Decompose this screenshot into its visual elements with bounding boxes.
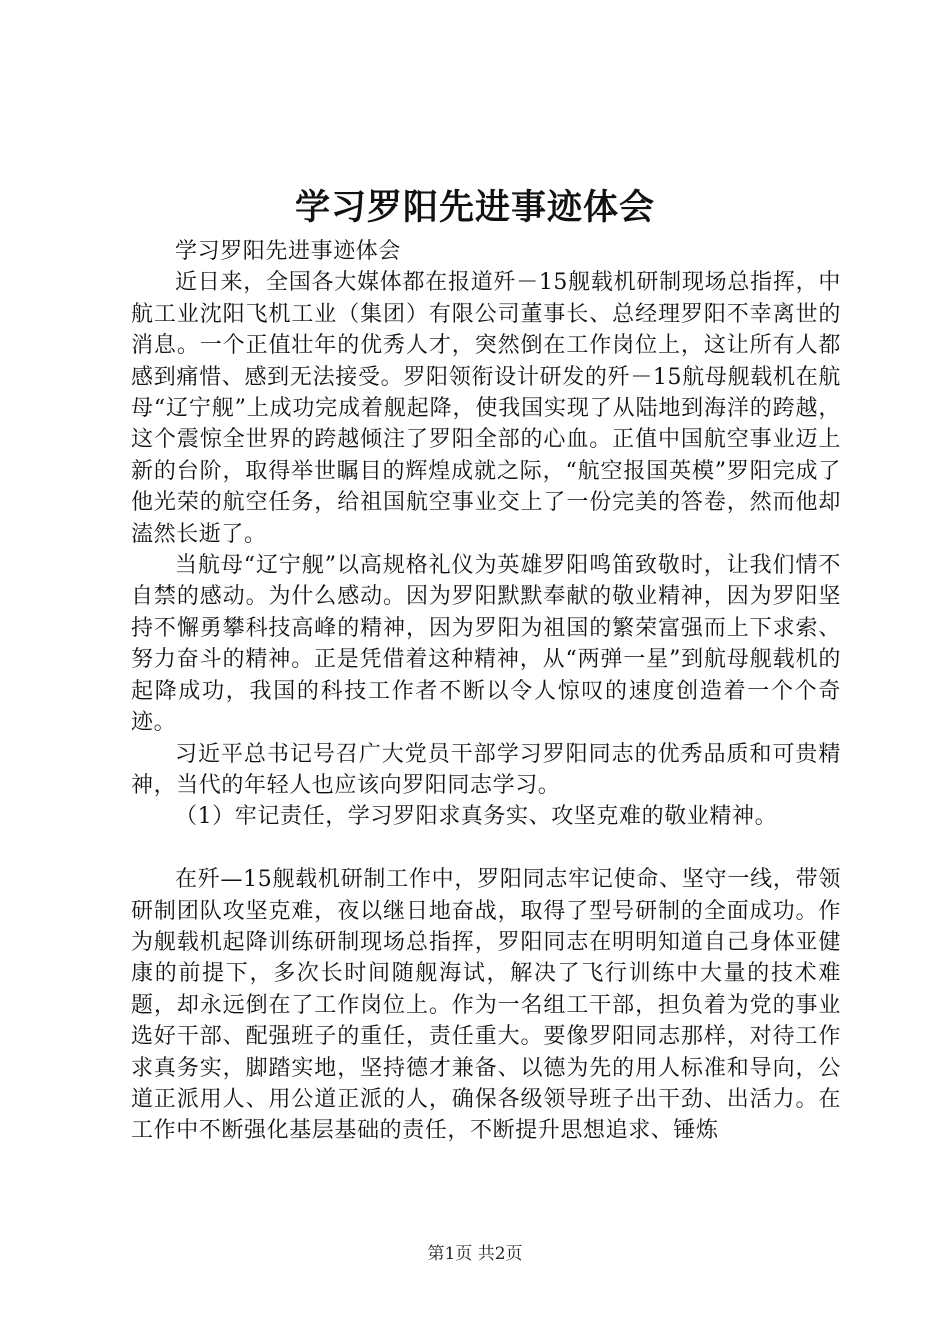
document-title: 学习罗阳先进事迹体会 <box>294 187 655 228</box>
page-number-footer: 第1页 共2页 <box>427 1244 523 1264</box>
document-body <box>131 236 841 1147</box>
paragraph-liaoning: 当航母“辽宁舰”以高规格礼仪为英雄罗阳鸣笛致敬时，让我们情不自禁的感动。为什么感动。因为罗阳默默奉献的敬业精神，因为罗阳坚持不懈勇攀科技高峰的精神，因为罗阳为祖国的繁荣富强而上下求索、努力奋斗的精神。正是凭借着这种精神，从“两弹一星”到航母舰载机的起降成功，我国的科技工作者不断以令人惊叹的速度创造着一个个奇迹。 <box>131 553 841 736</box>
paragraph-j15-work: 在歼—15舰载机研制工作中，罗阳同志牢记使命、坚守一线，带领研制团队攻坚克难，夜以继日地奋战，取得了型号研制的全面成功。作为舰载机起降训练研制现场总指挥，罗阳同志在明明知道自己身体亚健康的前提下，多次长时间随舰海试，解决了飞行训练中大量的技术难题，却永远倒在了工作岗位上。作为一名组工干部，担负着为党的事业选好干部、配强班子的重任，责任重大。要像罗阳同志那样，对待工作求真务实，脚踏实地，坚持德才兼备、以德为先的用人标准和导向，公道正派用人、用公道正派的人，确保各级领导班子出干劲、出活力。在工作中不断强化基层基础的责任，不断提升思想追求、锤炼 <box>131 867 841 1144</box>
paragraph-point-1: （1）牢记责任，学习罗阳求真务实、攻坚克难的敬业精神。 <box>175 804 778 830</box>
paragraph-call-to-learn: 习近平总书记号召广大党员干部学习罗阳同志的优秀品质和可贵精神，当代的年轻人也应该向罗阳同志学习。 <box>131 741 841 798</box>
paragraph-intro: 近日来，全国各大媒体都在报道歼－15舰载机研制现场总指挥，中航工业沈阳飞机工业（集团）有限公司董事长、总经理罗阳不幸离世的消息。一个正值壮年的优秀人才，突然倒在工作岗位上，这让所有人都感到痛惜、感到无法接受。罗阳领衔设计研发的歼－15航母舰载机在航母“辽宁舰”上成功完成着舰起降，使我国实现了从陆地到海洋的跨越，这个震惊全世界的跨越倾注了罗阳全部的心血。正值中国航空事业迈上新的台阶，取得举世瞩目的辉煌成就之际，“航空报国英模”罗阳完成了他光荣的航空任务，给祖国航空事业交上了一份完美的答卷，然而他却溘然长逝了。 <box>131 270 841 547</box>
paragraph-subtitle: 学习罗阳先进事迹体会 <box>175 239 402 264</box>
paragraph-spacer <box>131 833 841 864</box>
